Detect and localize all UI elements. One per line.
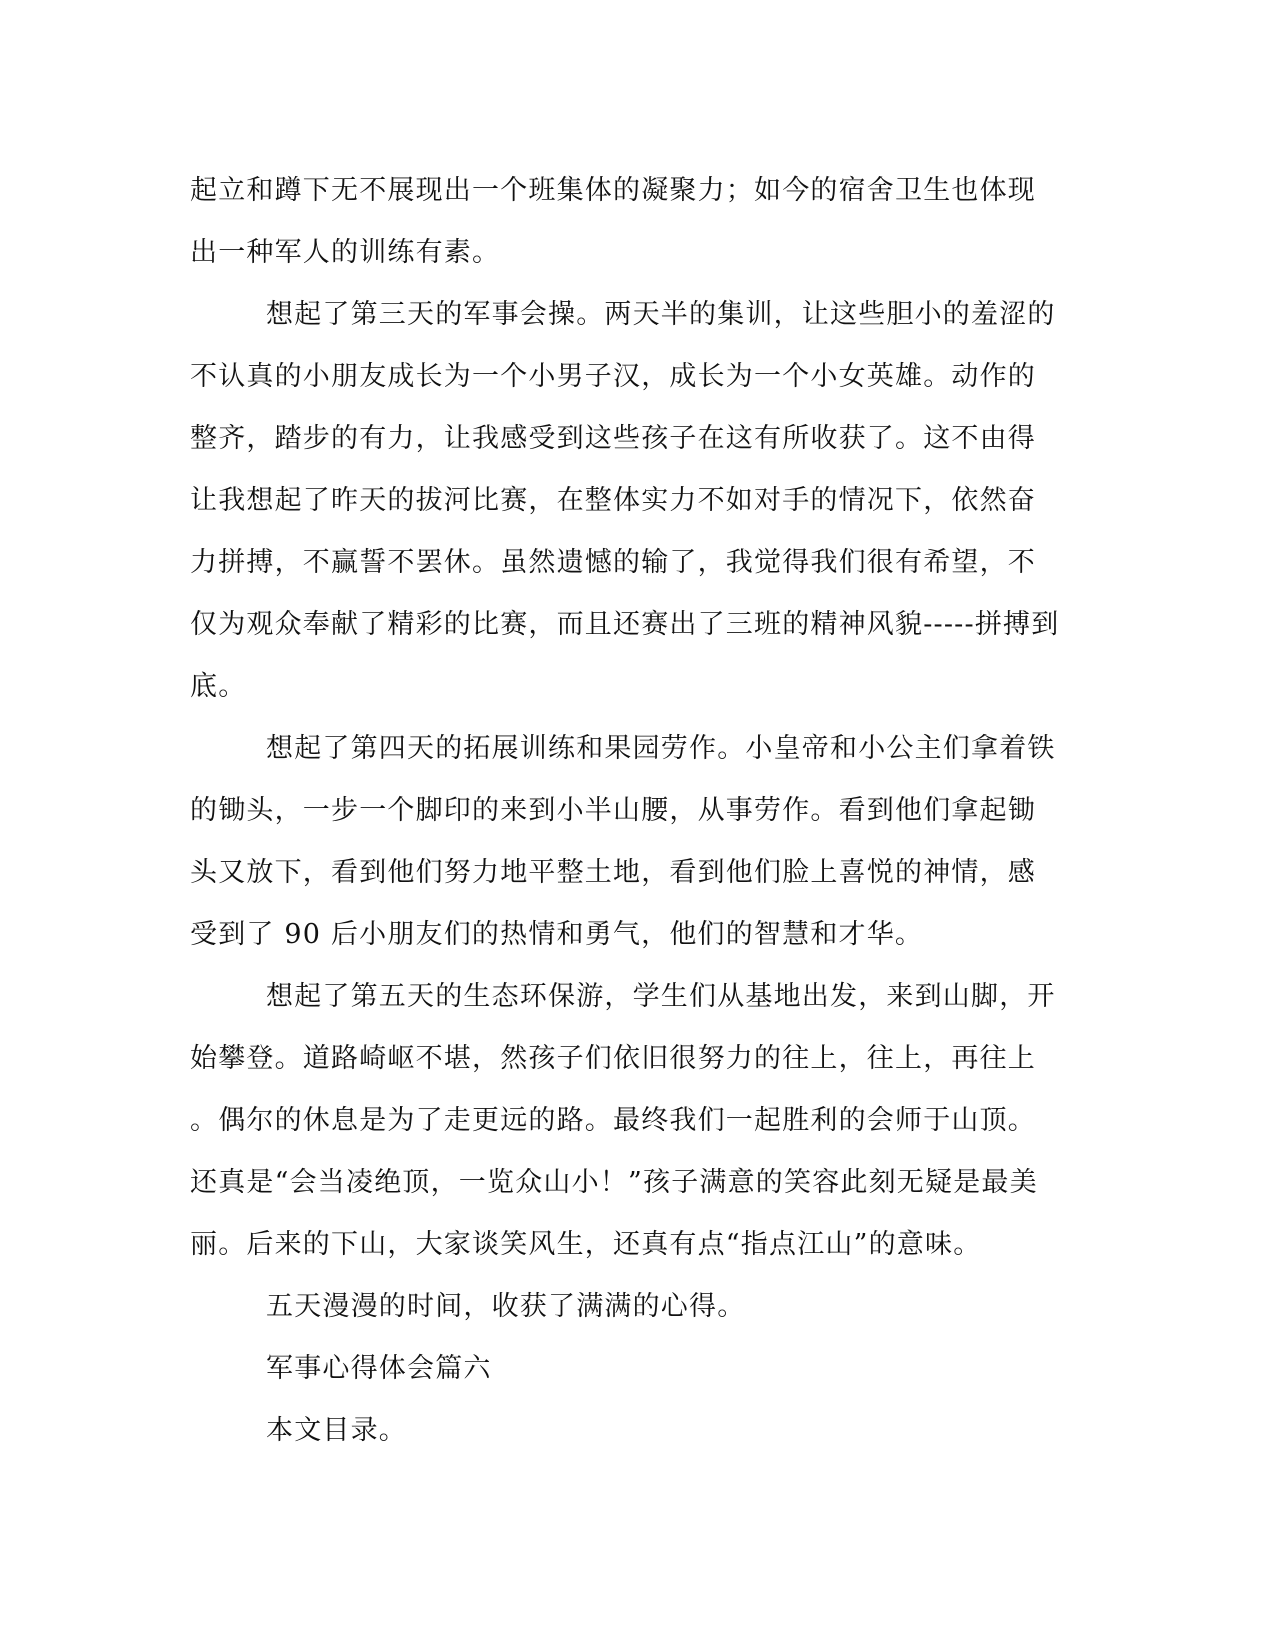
text-line: 始攀登。道路崎岖不堪，然孩子们依旧很努力的往上，往上，再往上 bbox=[190, 1043, 1036, 1074]
paragraph-start-line: 想起了第五天的生态环保游，学生们从基地出发，来到山脚，开 bbox=[266, 981, 1056, 1012]
text-line: 。偶尔的休息是为了走更远的路。最终我们一起胜利的会师于山顶。 bbox=[190, 1105, 1036, 1136]
table-of-contents-label: 本文目录。 bbox=[266, 1415, 407, 1446]
text-line: 不认真的小朋友成长为一个小男子汉，成长为一个小女英雄。动作的 bbox=[190, 361, 1036, 392]
text-line: 底。 bbox=[190, 671, 247, 702]
document-body bbox=[190, 160, 1080, 1462]
section-heading: 军事心得体会篇六 bbox=[266, 1353, 492, 1384]
text-line: 的锄头，一步一个脚印的来到小半山腰，从事劳作。看到他们拿起锄 bbox=[190, 795, 1036, 826]
text-line: 仅为观众奉献了精彩的比赛，而且还赛出了三班的精神风貌-----拼搏到 bbox=[190, 609, 1060, 640]
paragraph-start-line: 想起了第三天的军事会操。两天半的集训，让这些胆小的羞涩的 bbox=[266, 299, 1056, 330]
text-line: 起立和蹲下无不展现出一个班集体的凝聚力；如今的宿舍卫生也体现 bbox=[190, 175, 1036, 206]
text-line: 力拼搏，不赢誓不罢休。虽然遗憾的输了，我觉得我们很有希望，不 bbox=[190, 547, 1036, 578]
text-line: 出一种军人的训练有素。 bbox=[190, 237, 501, 268]
paragraph-start-line: 五天漫漫的时间，收获了满满的心得。 bbox=[266, 1291, 746, 1322]
text-line: 让我想起了昨天的拔河比赛，在整体实力不如对手的情况下，依然奋 bbox=[190, 485, 1036, 516]
text-line: 丽。后来的下山，大家谈笑风生，还真有点“指点江山”的意味。 bbox=[190, 1229, 982, 1260]
paragraph-start-line: 想起了第四天的拓展训练和果园劳作。小皇帝和小公主们拿着铁 bbox=[266, 733, 1056, 764]
text-line: 受到了 90 后小朋友们的热情和勇气，他们的智慧和才华。 bbox=[190, 919, 924, 950]
text-line: 整齐，踏步的有力，让我感受到这些孩子在这有所收获了。这不由得 bbox=[190, 423, 1036, 454]
text-line: 头又放下，看到他们努力地平整土地，看到他们脸上喜悦的神情，感 bbox=[190, 857, 1036, 888]
text-line: 还真是“会当凌绝顶，一览众山小！”孩子满意的笑容此刻无疑是最美 bbox=[190, 1167, 1038, 1198]
